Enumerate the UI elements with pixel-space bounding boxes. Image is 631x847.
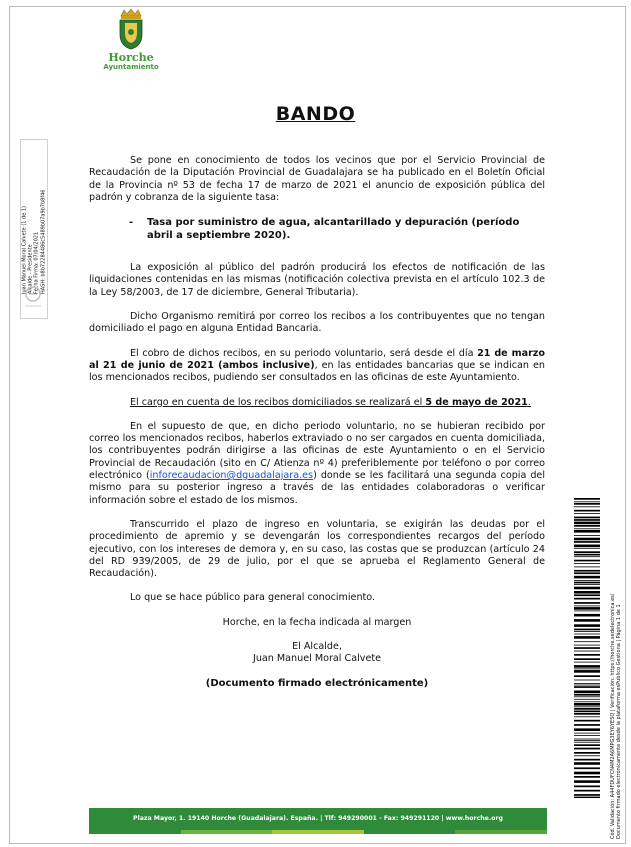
footer bbox=[89, 808, 547, 830]
validation-line: Documento firmado electrónicamente desde la plataforma esPublico Gestiona | Página 1 de 1 bbox=[616, 604, 622, 839]
town-logo bbox=[96, 8, 166, 70]
collection-dates: 21 de marzo al 21 de junio de 2021 (ambos inclusive) bbox=[89, 347, 545, 371]
validation-text bbox=[610, 548, 622, 840]
debit-date: 5 de mayo de 2021 bbox=[425, 396, 528, 408]
paragraph-enforcement: Transcurrido el plazo de ingreso en voluntaria, se exigirán las deudas por el procedimiento de apremio y se devengarán los correspondientes recargos del período ejecutivo, con los intereses de demora y, en su caso, las costas que se produzcan (artículo 24 del RD 939/2005, de 29 de julio, por el que se aprueba el Reglamento General de Recaudación). bbox=[89, 518, 545, 580]
footer-stripe bbox=[89, 830, 547, 834]
e-signature-icon bbox=[21, 281, 45, 311]
document-title: BANDO bbox=[275, 103, 356, 125]
signature-line: Fecha Firma: 07/04/2021 bbox=[34, 231, 40, 294]
signed-note: (Documento firmado electrónicamente) bbox=[205, 677, 429, 689]
tax-item bbox=[129, 216, 545, 242]
logo-town-name: Horche bbox=[108, 51, 154, 64]
paragraph-lost-receipts: En el supuesto de que, en dicho periodo voluntario, no se hubieran recibido por correo los mencionados recibos, haberlos extraviado o no ser cargados en cuenta domiciliada, los contribuyentes podrán dirigirse a las oficinas de este Ayuntamiento o en el Servicio Provincial de Recaudación (sito en C/ Atienza nº 4) preferiblemente por teléfono o por correo electrónico (inforecaudacion@dguadalajara.es) donde se les facilitará una segunda copia del mismo para su posterior ingreso a través de las entidades colaboradoras o verificar información sobre el estado de los mismos. bbox=[89, 420, 545, 506]
tax-item-text: Tasa por suministro de agua, alcantarillado y depuración (período abril a septiembre 2020). bbox=[147, 217, 520, 242]
paragraph-closing: Lo que se hace público para general conocimiento. bbox=[130, 592, 376, 604]
paragraph-mailing: Dicho Organismo remitirá por correo los recibos a los contribuyentes que no tengan domiciliado el pago en alguna Entidad Bancaria. bbox=[89, 311, 545, 335]
bullet-dash: - bbox=[129, 217, 134, 229]
signer-title: El Alcalde, bbox=[292, 641, 342, 653]
logo-subtitle: Ayuntamiento bbox=[103, 63, 159, 71]
signature-line: Juan Manuel Moral Calvete (1 de 1) bbox=[21, 205, 28, 294]
paragraph-intro: Se pone en conocimiento de todos los vecinos que por el Servicio Provincial de Recaudación de la Diputación Provincial de Guadalajara se ha publicado en el Boletín Oficial de la Provincia nº 53 de fecha 17 de marzo de 2021 el anuncio de exposición pública del padrón y cobranza de la siguiente tasa: bbox=[89, 155, 545, 203]
validation-line: Cód. Validación: A44FDUFCN4M2A6MPG3EY6YE5Q | Verificación: https://horche.sedelectronica.es/ bbox=[610, 593, 616, 839]
paragraph-direct-debit: El cargo en cuenta de los recibos domiciliados se realizará el 5 de mayo de 2021. bbox=[130, 396, 531, 408]
signature-line: Alcalde - Presidente bbox=[27, 244, 34, 294]
signer-name: Juan Manuel Moral Calvete bbox=[252, 653, 382, 665]
document-body bbox=[89, 155, 545, 690]
place-date: Horche, en la fecha indicada al margen bbox=[222, 616, 412, 628]
coat-of-arms-icon bbox=[117, 8, 145, 50]
barcode-icon bbox=[574, 498, 600, 798]
email-link[interactable]: inforecaudacion@dguadalajara.es bbox=[149, 470, 314, 482]
signature-line: HASH: b8b72284486c5489b07a9b7b8f46 bbox=[40, 189, 47, 294]
paragraph-exposure: La exposición al público del padrón producirá los efectos de notificación de las liquidaciones contenidas en las mismas (notificación colectiva prevista en el artículo 102.3 de la Ley 58/2003, de 17 de diciembre, General Tributaria). bbox=[89, 262, 545, 298]
footer-address: Plaza Mayor, 1. 19140 Horche (Guadalajara). España. | Tlf: 949290001 - Fax: 949291120 | www.horche.org bbox=[133, 815, 503, 822]
paragraph-collection-period: El cobro de dichos recibos, en su periodo voluntario, será desde el día 21 de marzo al 21 de junio de 2021 (ambos inclusive), en las entidades bancarias que se indican en los mencionados recibos, pudiendo ser consultados en las oficinas de este Ayuntamiento. bbox=[89, 347, 545, 384]
